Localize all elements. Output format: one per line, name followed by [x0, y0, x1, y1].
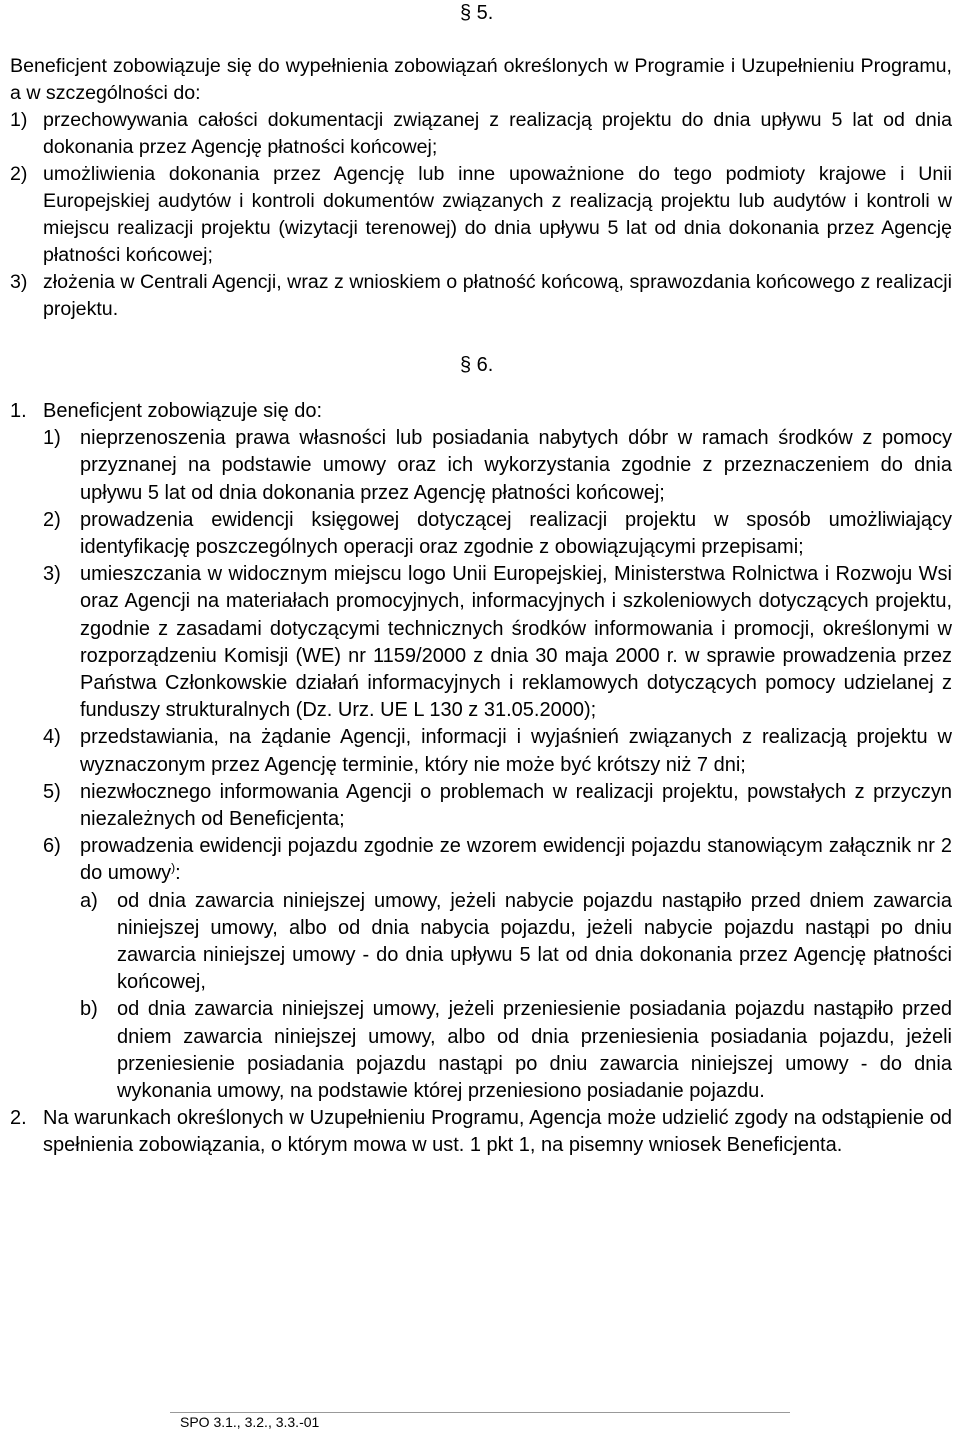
item-text: złożenia w Centrali Agencji, wraz z wnioskiem o płatność końcową, sprawozdania końcowego z realizacji projektu.	[43, 271, 952, 320]
item-text: nieprzenoszenia prawa własności lub posiadania nabytych dóbr w ramach środków z pomocy przyznanej na podstawie umowy oraz ich wykorzystania zgodnie z przeznaczeniem do dnia upływu 5 lat od dnia dokonania przez Agencję płatności końcowej;	[80, 427, 952, 504]
list-item	[43, 425, 952, 507]
paragraph-number: 2.	[10, 1107, 27, 1130]
section-5	[10, 53, 952, 323]
item-text: umieszczania w widocznym miejscu logo Unii Europejskiej, Ministerstwa Rolnictwa i Rozwoju Wsi oraz Agencji na materiałach promocyjnych, informacyjnych i szkoleniowych dotyczących projektu, zgodnie z zasadami dotyczącymi technicznych środków informowania i promocji, określonymi w rozporządzeniu Komisji (WE) nr 1159/2000 z dnia 30 maja 2000 r. w sprawie prowadzenia przez Państwa Członkowskie działań informacyjnych i reklamowych dotyczących pomocy udzielanej z funduszy strukturalnych (Dz. Urz. UE L 130 z 31.05.2000);	[80, 563, 952, 722]
section-5-intro: Beneficjent zobowiązuje się do wypełnienia zobowiązań określonych w Programie i Uzupełnieniu Programu, a w szczególności do:	[10, 55, 952, 104]
section-5-heading: § 5.	[460, 2, 494, 24]
list-item	[43, 724, 952, 778]
item-text: przedstawiania, na żądanie Agencji, informacji i wyjaśnień związanych z realizacją projektu w wyznaczonym przez Agencję terminie, który nie może być krótszy niż 7 dni;	[80, 726, 952, 776]
paragraph-number: 1.	[10, 400, 27, 422]
sub-item-letter: b)	[80, 998, 98, 1021]
item-number: 3)	[10, 271, 28, 293]
item-number: 3)	[43, 563, 61, 586]
paragraph-1	[10, 398, 952, 1105]
sub-item-text: od dnia zawarcia niniejszej umowy, jeżeli przeniesienie posiadania pojazdu nastąpiło przed dniem zawarcia niniejszej umowy, albo od dnia przeniesienia posiadania pojazdu, jeżeli przeniesienie posiadania pojazdu nastąpi po dniu zawarcia niniejszej umowy - do dnia wykonania umowy, na podstawie której przeniesiono posiadanie pojazdu.	[117, 998, 952, 1103]
paragraph-lead: Beneficjent zobowiązuje się do:	[43, 400, 323, 422]
list-item	[43, 833, 952, 1105]
item-number: 1)	[10, 109, 28, 131]
item-number: 2)	[10, 163, 28, 185]
item-number: 1)	[43, 427, 61, 450]
item-text: prowadzenia ewidencji pojazdu zgodnie ze wzorem ewidencji pojazdu stanowiącym załącznik nr 2 do umowy	[80, 835, 952, 885]
item-number: 6)	[43, 835, 61, 858]
item-text-tail: :	[175, 862, 181, 885]
sub-item-text: od dnia zawarcia niniejszej umowy, jeżeli nabycie pojazdu nastąpiło przed dniem zawarcia niniejszej umowy, albo od dnia nabycia pojazdu, jeżeli nabycie pojazdu nastąpi po dniu zawarcia niniejszej umowy - do dnia upływu 5 lat od dnia dokonania przez Agencję płatności końcowej,	[117, 889, 952, 994]
paragraph-2	[10, 1105, 952, 1159]
item-text: prowadzenia ewidencji księgowej dotyczącej realizacji projektu w sposób umożliwiający identyfikację poszczególnych operacji oraz zgodnie z obowiązującymi przepisami;	[80, 508, 952, 559]
list-item	[43, 507, 952, 561]
paragraph-text: Na warunkach określonych w Uzupełnieniu Programu, Agencja może udzielić zgody na odstąpienie od spełnienia zobowiązania, o którym mowa w ust. 1 pkt 1, na pisemny wniosek Beneficjenta.	[43, 1107, 952, 1157]
item-text: niezwłocznego informowania Agencji o problemach w realizacji projektu, powstałych z przyczyn niezależnych od Beneficjenta;	[80, 780, 952, 831]
item-number: 5)	[43, 780, 61, 803]
section-6-heading: § 6.	[460, 354, 494, 376]
item-number: 4)	[43, 726, 61, 749]
item-number: 2)	[43, 508, 61, 531]
sub-item	[80, 996, 952, 1105]
list-item	[43, 779, 952, 833]
footer-divider	[170, 1412, 790, 1413]
list-item	[43, 561, 952, 724]
section-6	[10, 398, 952, 1160]
list-item	[10, 107, 952, 161]
item-text: umożliwienia dokonania przez Agencję lub inne upoważnione do tego podmioty krajowe i Unii Europejskiej audytów i kontroli dokumentów związanych z realizacją projektu lub audytów i kontroli w miejscu realizacji projektu (wizytacji terenowej) do dnia upływu 5 lat od dnia dokonania przez Agencję płatności końcowej;	[43, 163, 952, 266]
footer-code: SPO 3.1., 3.2., 3.3.-01	[180, 1414, 320, 1430]
footnote-mark: )	[171, 860, 176, 875]
list-item	[10, 161, 952, 269]
sub-item	[80, 888, 952, 997]
item-text: przechowywania całości dokumentacji związanej z realizacją projektu do dnia upływu 5 lat od dnia dokonania przez Agencję płatności końcowej;	[43, 109, 952, 158]
sub-item-letter: a)	[80, 889, 98, 912]
list-item	[10, 269, 952, 323]
